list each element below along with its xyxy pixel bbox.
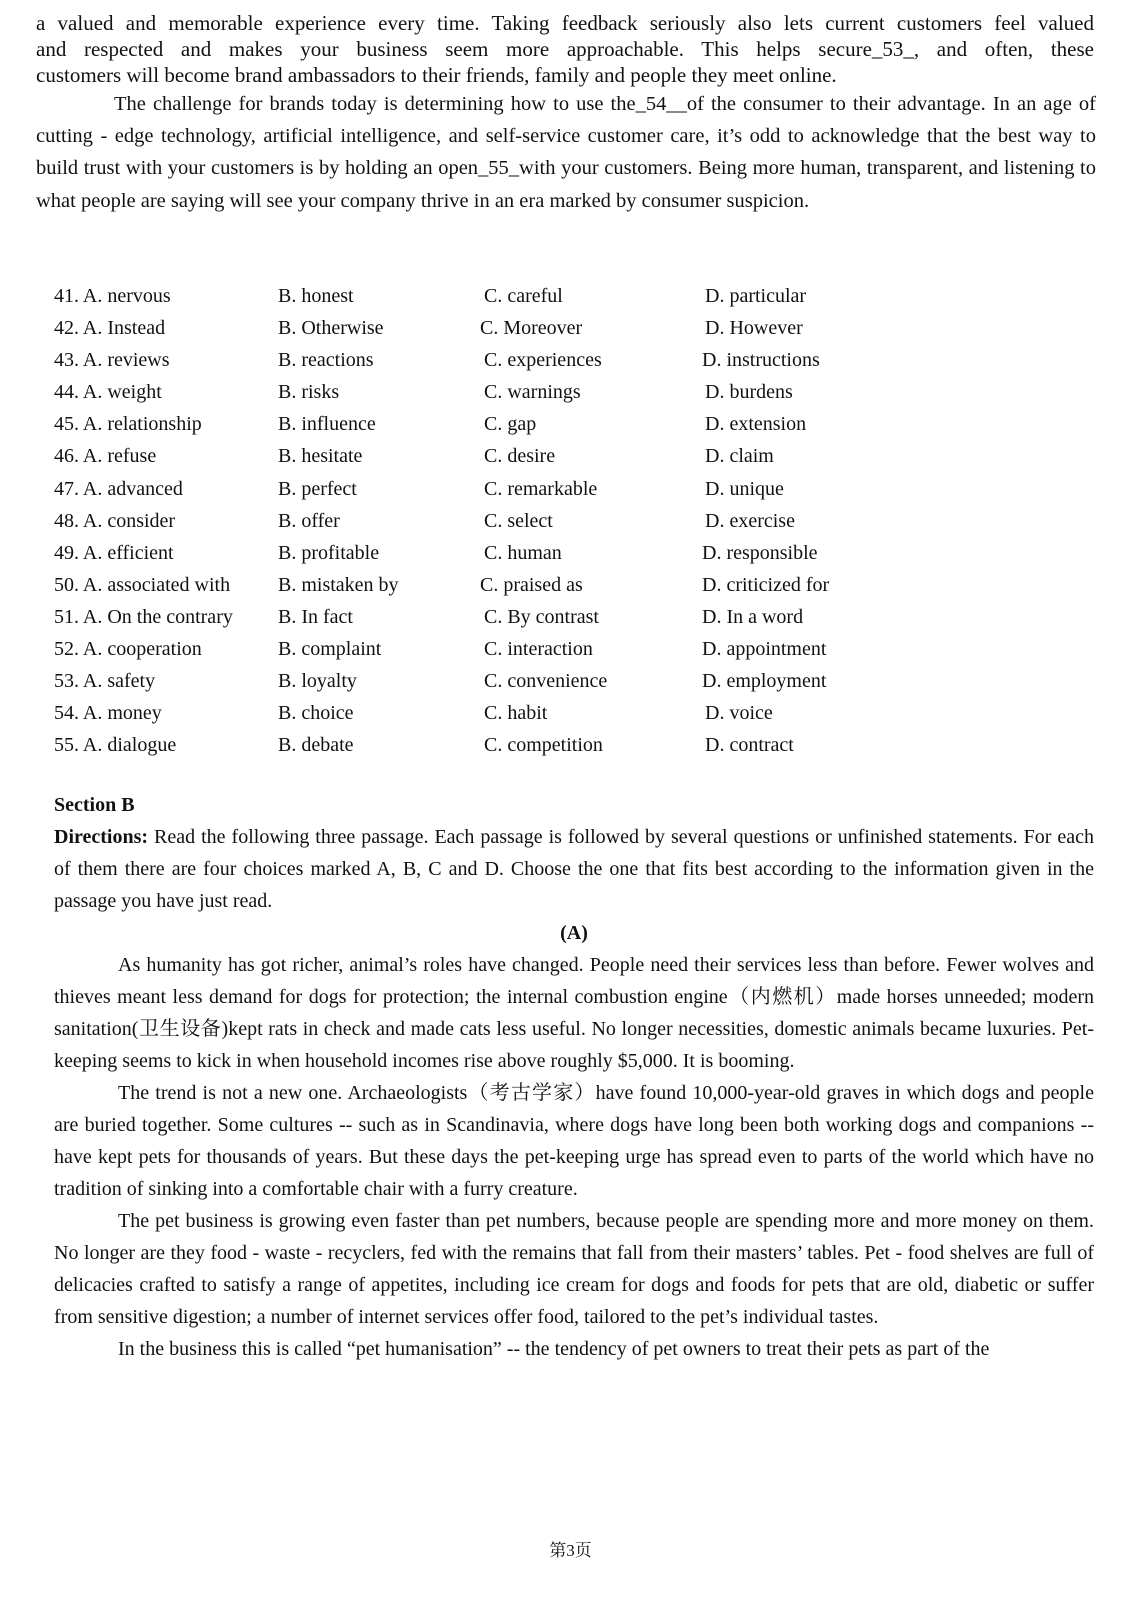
option-b: B. honest — [278, 285, 354, 307]
option-b: B. mistaken by — [278, 573, 399, 596]
option-b: B. reactions — [278, 349, 374, 372]
option-c: C. By contrast — [484, 605, 599, 628]
option-row — [54, 665, 914, 697]
section-b — [54, 789, 1094, 1365]
option-d: D. appointment — [702, 638, 827, 661]
intro-line: and respected and makes your business seem more approachable. This helps secure_53_, and often, these — [36, 37, 1094, 61]
intro-line: a valued and memorable experience every time. Taking feedback seriously also lets current customers feel valued — [36, 11, 1094, 35]
paragraph-text: The challenge for brands today is determining how to use the_54__of the consumer to their advantage. In an age of cutting - edge technology, artificial intelligence, and self-service customer care, it’s odd to acknowledge that the best way to build trust with your customers is by holding an open_55_with your customers. Being more human, transparent, and listening to what people are saying will see your company thrive in an era marked by consumer suspicion. — [36, 93, 1096, 212]
option-a: 52. A. cooperation — [54, 638, 202, 661]
option-c: C. remarkable — [484, 477, 598, 500]
option-d: D. burdens — [705, 381, 793, 404]
intro-paragraph — [36, 10, 1094, 88]
intro-line: customers will become brand ambassadors to their friends, family and people they meet online. — [36, 63, 837, 87]
option-d: D. criticized for — [702, 573, 830, 596]
option-b: B. perfect — [278, 477, 357, 500]
option-c: C. convenience — [484, 670, 608, 693]
option-d: D. voice — [705, 702, 773, 725]
option-c: C. select — [484, 509, 553, 532]
option-d: D. exercise — [705, 509, 795, 532]
option-a: 41. A. nervous — [54, 285, 171, 307]
option-row — [54, 344, 914, 376]
option-row — [54, 312, 914, 344]
option-d: D. instructions — [702, 349, 820, 372]
option-row — [54, 697, 914, 729]
option-a: 43. A. reviews — [54, 349, 170, 372]
option-b: B. offer — [278, 509, 340, 532]
option-a: 49. A. efficient — [54, 541, 174, 564]
option-d: D. contract — [705, 734, 794, 757]
option-b: B. risks — [278, 381, 340, 404]
option-c: C. habit — [484, 702, 548, 725]
option-a: 50. A. associated with — [54, 573, 231, 596]
option-row — [54, 569, 914, 601]
option-c: C. experiences — [484, 349, 602, 372]
option-a: 53. A. safety — [54, 670, 156, 693]
option-row — [54, 280, 914, 312]
section-title: Section B — [54, 794, 135, 816]
option-d: D. In a word — [702, 605, 804, 628]
option-b: B. debate — [278, 734, 354, 757]
option-c: C. gap — [484, 413, 537, 436]
option-row — [54, 440, 914, 472]
option-c: C. competition — [484, 734, 603, 757]
option-a: 48. A. consider — [54, 509, 176, 532]
option-c: C. warnings — [484, 381, 581, 404]
option-b: B. choice — [278, 702, 354, 725]
option-row — [54, 633, 914, 665]
option-d: D. unique — [705, 477, 784, 500]
passage-paragraph: As humanity has got richer, animal’s roles have changed. People need their services less than before. Fewer wolves and thieves meant less demand for dogs for protection; the internal combustion engine（内燃机）made horses unneeded; modern sanitation(卫生设备)kept rats in check and made cats less useful. No longer necessities, domestic animals became luxuries. Pet-keeping seems to kick in when household incomes rise above roughly $5,000. It is booming. — [54, 954, 1094, 1072]
option-d: D. employment — [702, 670, 827, 693]
option-a: 51. A. On the contrary — [54, 605, 233, 628]
option-row — [54, 408, 914, 440]
option-row — [54, 376, 914, 408]
option-a: 44. A. weight — [54, 381, 162, 404]
option-b: B. loyalty — [278, 670, 357, 693]
option-b: B. In fact — [278, 605, 353, 628]
option-d: D. extension — [705, 413, 807, 436]
option-c: C. careful — [484, 285, 563, 307]
directions-text: Read the following three passage. Each passage is followed by several questions or unfinished statements. For each of them there are four choices marked A, B, C and D. Choose the one that fits best according to the information given in the passage you have just read. — [54, 826, 1094, 912]
option-d: D. responsible — [702, 541, 818, 564]
directions — [54, 821, 1094, 917]
option-b: B. Otherwise — [278, 317, 384, 340]
option-row — [54, 505, 914, 537]
options-table — [54, 280, 914, 761]
option-row — [54, 537, 914, 569]
option-b: B. complaint — [278, 638, 382, 661]
option-b: B. influence — [278, 413, 376, 436]
option-a: 42. A. Instead — [54, 317, 166, 340]
option-a: 46. A. refuse — [54, 445, 157, 468]
option-b: B. profitable — [278, 541, 380, 564]
option-a: 54. A. money — [54, 702, 162, 725]
passage-paragraph: The trend is not a new one. Archaeologists（考古学家）have found 10,000-year-old graves in which dogs and people are buried together. Some cultures -- such as in Scandinavia, where dogs have long been both working dogs and companions -- have kept pets for thousands of years. But these days the pet-keeping urge has spread even to parts of the world which have no tradition of sinking into a comfortable chair with a furry creature. — [54, 1082, 1094, 1200]
passage-label: (A) — [560, 922, 588, 944]
option-c: C. Moreover — [480, 317, 583, 340]
option-row — [54, 729, 914, 761]
option-row — [54, 473, 914, 505]
option-c: C. interaction — [484, 638, 593, 661]
option-d: D. particular — [705, 285, 807, 307]
option-d: D. claim — [705, 445, 774, 468]
option-b: B. hesitate — [278, 445, 363, 468]
option-a: 47. A. advanced — [54, 477, 183, 500]
passage-paragraph: The pet business is growing even faster than pet numbers, because people are spending more and more money on them. No longer are they food - waste - recyclers, fed with the remains that fall from their masters’ tables. Pet - food shelves are full of delicacies crafted to satisfy a range of appetites, including ice cream for dogs and foods for pets that are old, diabetic or suffer from sensitive digestion; a number of internet services offer food, tailored to the pet’s individual tastes. — [54, 1210, 1094, 1328]
option-a: 55. A. dialogue — [54, 734, 177, 757]
option-c: C. human — [484, 541, 562, 564]
directions-label: Directions: — [54, 826, 149, 848]
page-number: 第3页 — [549, 1541, 592, 1560]
option-c: C. praised as — [480, 573, 583, 596]
option-c: C. desire — [484, 445, 556, 468]
passage-paragraph: In the business this is called “pet humanisation” -- the tendency of pet owners to treat their pets as part of the — [118, 1338, 990, 1360]
option-row — [54, 601, 914, 633]
challenge-paragraph — [36, 88, 1096, 217]
option-d: D. However — [705, 317, 803, 340]
option-a: 45. A. relationship — [54, 413, 202, 436]
